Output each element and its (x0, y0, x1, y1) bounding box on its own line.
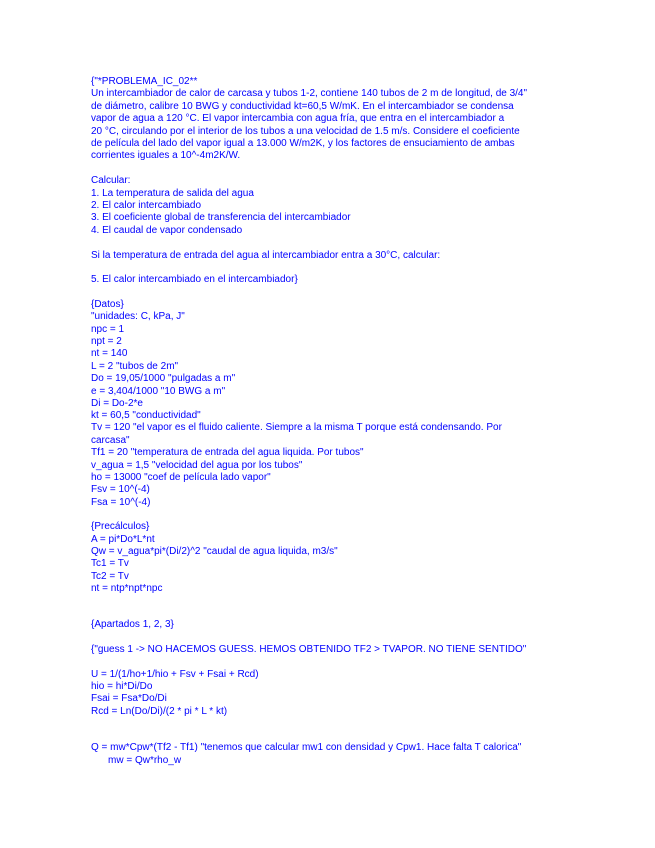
code-line (91, 460, 302, 472)
comment: "coef de película lado vapor" (144, 471, 271, 483)
code-line: Fsai = Fsa*Do/Di (91, 693, 167, 704)
code-line (91, 472, 271, 484)
code-line: Rcd = Ln(Do/Di)/(2 * pi * L * kt) (91, 705, 228, 717)
code: Tv = 120 (91, 422, 131, 433)
code: npt = 2 (91, 336, 122, 347)
code-line (91, 398, 143, 410)
comment: "conductividad" (132, 410, 201, 421)
statement-line: vapor de agua a 120 °C. El vapor intercambia con agua fría, que entra en el intercambiador a (91, 113, 505, 124)
code-line (91, 447, 364, 459)
code: Tc1 = Tv (91, 558, 129, 569)
code-line (91, 386, 225, 398)
apartados-header: {Apartados 1, 2, 3} (91, 619, 174, 630)
code-line (91, 497, 150, 509)
calc-header: Calcular: (91, 175, 131, 186)
code: Qw = v_agua*pi*(Di/2)^2 (91, 546, 201, 557)
code-line (91, 336, 122, 348)
code: Tf1 = 20 (91, 447, 128, 458)
code: nt = ntp*npt*npc (91, 582, 163, 594)
comment: "velocidad del agua por los tubos" (151, 459, 303, 471)
code: kt = 60,5 (91, 410, 130, 421)
code: npc = 1 (91, 323, 125, 335)
calc-item: 4. El caudal de vapor condensado (91, 224, 243, 236)
calc-item: 2. El calor intercambiado (91, 200, 202, 211)
statement-line: 20 °C, circulando por el interior de los tubos a una velocidad de 1.5 m/s. Considere el coeficiente (91, 125, 520, 137)
code: v_agua = 1,5 (91, 459, 150, 471)
units-comment: "unidades: C, kPa, J" (91, 311, 185, 322)
code: e = 3,404/1000 (91, 385, 159, 397)
code-line (91, 435, 130, 447)
code: ho = 13000 (91, 471, 142, 483)
statement-line: Un intercambiador de calor de carcasa y tubos 1-2, contiene 140 tubos de 2 m de longitud, de 3/4" (91, 88, 528, 99)
code-line (91, 558, 129, 570)
calc-item-5: 5. El calor intercambiado en el intercambiador} (91, 274, 298, 285)
code-line: U = 1/(1/ho+1/hio + Fsv + Fsai + Rcd) (91, 668, 259, 680)
code: Fsv = 10^(-4) (91, 484, 150, 495)
code: Di = Do-2*e (91, 397, 143, 409)
comment: "pulgadas a m" (168, 373, 236, 384)
code-line (91, 484, 150, 496)
comment: "10 BWG a m" (160, 385, 226, 397)
code-line (91, 348, 127, 360)
comment: "tenemos que calcular mw1 con densidad y Cpw1. Hace falta T calorica" (200, 742, 522, 753)
code-line (91, 571, 129, 583)
code: Fsa = 10^(-4) (91, 496, 151, 508)
calc-item: 3. El coeficiente global de transferencia del intercambiador (91, 212, 351, 223)
comment: "temperatura de entrada del agua liquida. Por tubos" (130, 447, 364, 458)
statement-line: corrientes iguales a 10^-4m2K/W. (91, 150, 241, 161)
problem-header: {"*PROBLEMA_IC_02** (91, 76, 198, 87)
code-line (91, 546, 338, 558)
code-line (91, 583, 162, 595)
code-line (91, 742, 521, 754)
guess-comment: {"guess 1 -> NO HACEMOS GUESS. HEMOS OBTENIDO TF2 > TVAPOR. NO TIENE SENTIDO" (91, 644, 527, 655)
code: Tc2 = Tv (91, 570, 129, 582)
code-line (91, 422, 502, 434)
code: Do = 19,05/1000 (91, 373, 166, 384)
comment: carcasa" (91, 434, 130, 446)
code-line: mw = Qw*rho_w (108, 754, 182, 766)
code-line (91, 534, 155, 546)
statement-line: de diámetro, calibre 10 BWG y conductividad kt=60,5 W/mK. En el intercambiador se condensa (91, 100, 514, 112)
precalculos-header: {Precálculos} (91, 521, 150, 532)
code-line (91, 324, 124, 336)
comment: "el vapor es el fluido caliente. Siempre a la misma T porque está condensando. Por (132, 422, 502, 433)
code: L = 2 (91, 360, 114, 372)
code-line (91, 373, 235, 385)
extra-question: Si la temperatura de entrada del agua al intercambiador entra a 30°C, calcular: (91, 249, 441, 261)
code: A = pi*Do*L*nt (91, 533, 155, 545)
code-line (91, 410, 201, 422)
comment: "caudal de agua liquida, m3/s" (203, 546, 338, 557)
code-line (91, 361, 178, 373)
statement-line: de película del lado del vapor igual a 13.000 W/m2K, y los factores de ensuciamiento de ambas (91, 138, 515, 149)
calc-item: 1. La temperatura de salida del agua (91, 187, 254, 199)
code: nt = 140 (91, 348, 128, 359)
code: Q = mw*Cpw*(Tf2 - Tf1) (91, 742, 198, 753)
datos-header: {Datos} (91, 298, 124, 310)
code-line: hio = hi*Di/Do (91, 681, 153, 692)
comment: "tubos de 2m" (115, 360, 179, 372)
